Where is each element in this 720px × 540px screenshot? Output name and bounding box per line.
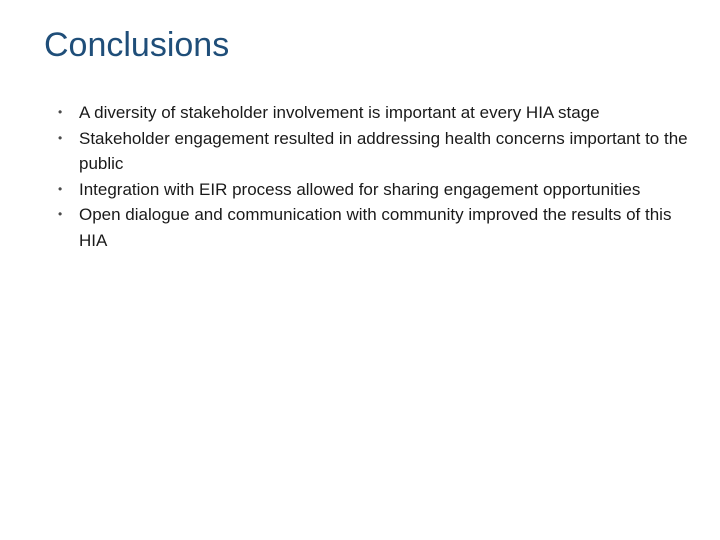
bullet-item: [58, 100, 688, 126]
slide-title: Conclusions: [44, 26, 230, 64]
bullet-text: Stakeholder engagement resulted in addressing health concerns important to the public: [79, 128, 688, 173]
bullet-item: [58, 177, 688, 203]
bullet-text: Open dialogue and communication with community improved the results of this HIA: [79, 205, 672, 250]
bullet-marker: •: [58, 207, 63, 221]
bullet-marker: •: [58, 181, 63, 196]
bullet-text: Integration with EIR process allowed for sharing engagement opportunities: [79, 179, 641, 199]
bullet-marker: •: [58, 130, 63, 145]
bullet-text: A diversity of stakeholder involvement is important at every HIA stage: [79, 103, 600, 122]
bullet-item: [58, 202, 688, 253]
bullet-list: [58, 100, 688, 253]
bullet-marker: •: [58, 105, 63, 119]
bullet-item: [58, 126, 688, 177]
